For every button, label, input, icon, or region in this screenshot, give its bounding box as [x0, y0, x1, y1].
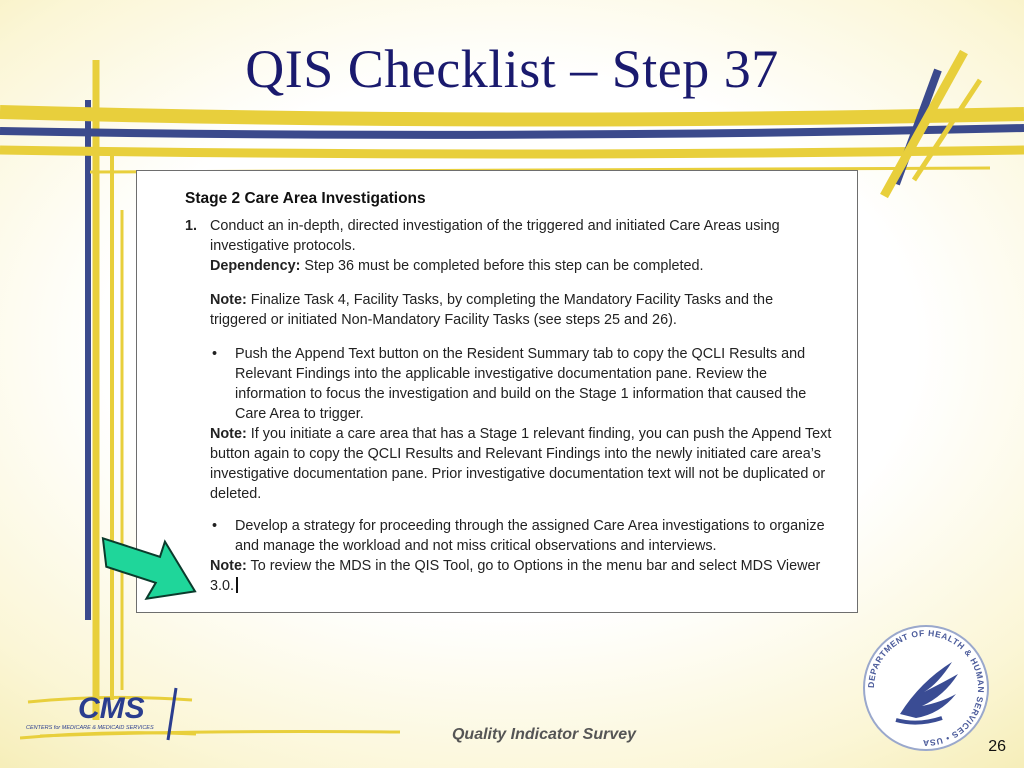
- bullet-item: [210, 516, 833, 556]
- note-3-text: To review the MDS in the QIS Tool, go to Options in the menu bar and select MDS Viewer 3.0.: [210, 558, 821, 594]
- item-text: Conduct an in-depth, directed investigation of the triggered and initiated Care Areas using investigative protocols.: [210, 218, 780, 254]
- bullet-item: [210, 344, 833, 424]
- note-3: [185, 556, 833, 596]
- deco-line: [0, 112, 1024, 120]
- slide-title: QIS Checklist – Step 37: [245, 39, 779, 99]
- cms-logo-text: CMS: [78, 692, 145, 725]
- hhs-seal-text: DEPARTMENT OF HEALTH & HUMAN SERVICES • USA: [865, 627, 987, 749]
- note-label: Note:: [210, 558, 247, 574]
- deco-line: [0, 128, 1024, 135]
- note-1-text: Finalize Task 4, Facility Tasks, by completing the Mandatory Facility Tasks and the triggered or initiated Non-Mandatory Facility Tasks (see steps 25 and 26).: [210, 292, 774, 328]
- bullet-icon: •: [212, 346, 218, 362]
- bullet-2-text: Develop a strategy for proceeding through the assigned Care Area investigations to organize and manage the workload and not miss critical observations and interviews.: [235, 518, 825, 554]
- deco-line: [0, 150, 1024, 154]
- checklist-document: [136, 170, 858, 613]
- note-2: [185, 424, 833, 504]
- note-label: Note:: [210, 292, 247, 308]
- text-cursor: [236, 577, 238, 593]
- dependency-label: Dependency:: [210, 258, 301, 274]
- cms-logo-subtitle: CENTERS for MEDICARE & MEDICAID SERVICES: [26, 725, 154, 731]
- bullet-1-text: Push the Append Text button on the Resident Summary tab to copy the QCLI Results and Relevant Findings into the applicable investigative documentation pane. Review the information to focus the investigation and build on the Stage 1 information that caused the Care Area to trigger.: [235, 346, 807, 422]
- note-label: Note:: [210, 426, 247, 442]
- bullet-icon: •: [212, 518, 218, 534]
- dependency-line: [185, 256, 833, 276]
- pointer-arrow-icon: [94, 532, 204, 602]
- page-number: 26: [988, 738, 1006, 755]
- footer-text: Quality Indicator Survey: [451, 726, 637, 743]
- checklist-item: [185, 216, 833, 256]
- item-number: 1.: [185, 218, 198, 234]
- doc-heading: Stage 2 Care Area Investigations: [185, 190, 426, 207]
- note-2-text: If you initiate a care area that has a Stage 1 relevant finding, you can push the Append Text button again to copy the QCLI Results and Relevant Findings into the newly initiated care area’s investigative documentation pane. Prior investigative documentation text will not be duplicated or deleted.: [210, 426, 832, 502]
- note-1: [185, 290, 833, 330]
- dependency-text: Step 36 must be completed before this step can be completed.: [300, 258, 704, 274]
